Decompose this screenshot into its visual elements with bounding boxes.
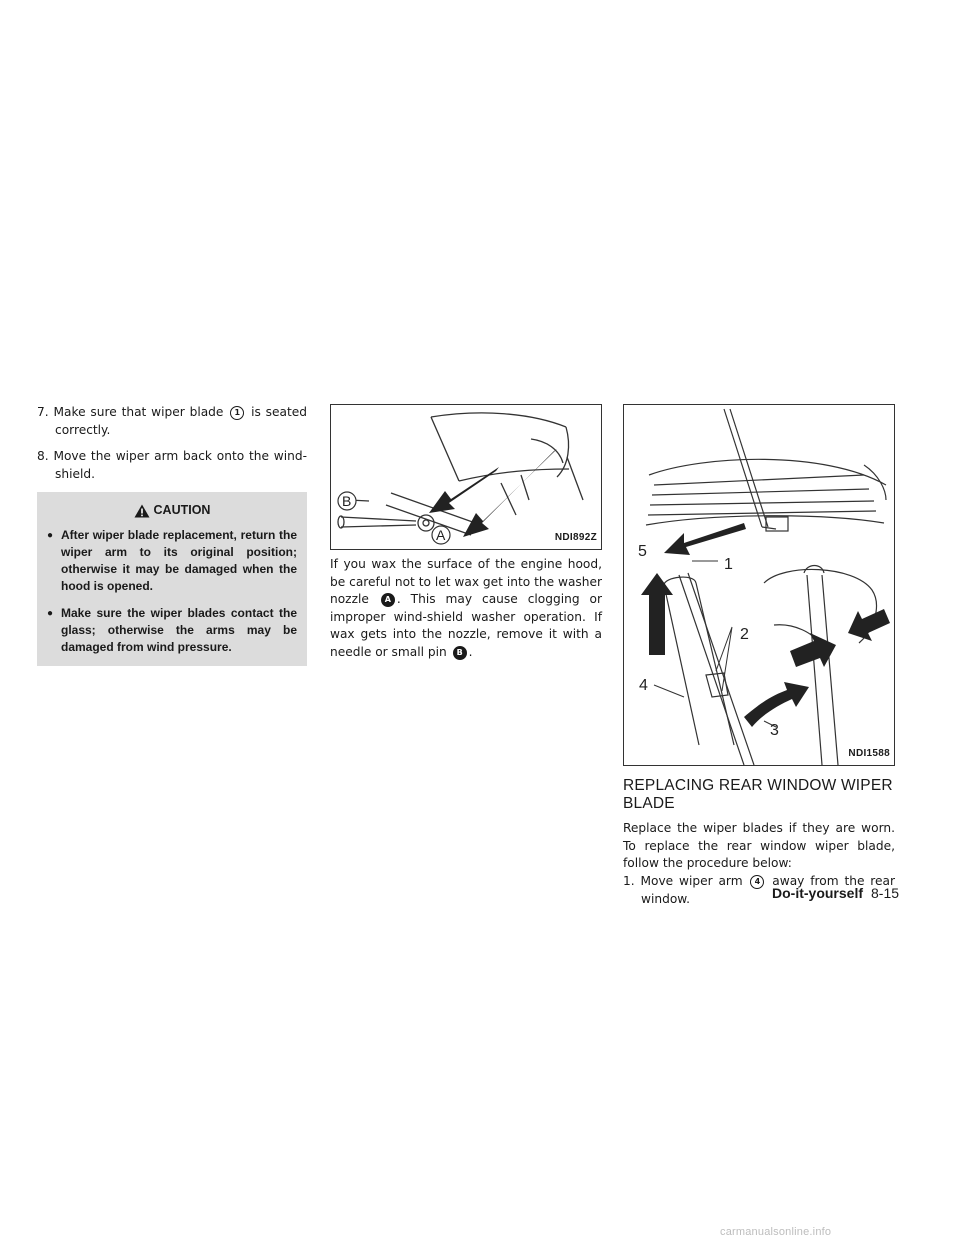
ref-marker-4: 4	[750, 875, 764, 889]
figure-label-1: 1	[724, 556, 733, 573]
caution-header	[47, 502, 297, 519]
washer-nozzle-illustration	[331, 405, 603, 549]
intro-paragraph: Replace the wiper blades if they are worn. To replace the rear window wiper blade, follow the procedure below:	[623, 821, 895, 871]
page-number: 8-15	[871, 885, 900, 901]
ref-marker-a: A	[381, 593, 395, 607]
left-column	[37, 404, 307, 666]
figure-label-2: 2	[740, 626, 749, 643]
figure-label-5: 5	[638, 543, 647, 560]
figure-label-4: 4	[639, 677, 648, 694]
figure-label-b: B	[342, 493, 352, 509]
wax-paragraph: If you wax the surface of the engine hood, be careful not to let wax get into the washer nozzle A . This may cause clogging or improper wind-shield washer operation. If wax gets into the nozzle, remove it with a needle or small pin B .	[330, 557, 602, 659]
figure-code: NDI892Z	[554, 532, 597, 544]
step-8: 8. Move the wiper arm back onto the wind-shield.	[37, 449, 307, 481]
right-column	[623, 404, 895, 917]
ref-marker-1: 1	[230, 406, 244, 420]
rear-wiper-figure	[623, 404, 895, 766]
figure-label-3: 3	[770, 722, 779, 739]
caution-bullet: ● Make sure the wiper blades contact the glass; otherwise the arms may be damaged from wind pressure.	[47, 606, 297, 655]
warning-icon	[134, 504, 150, 518]
step-1: 1. Move wiper arm 4 away from the rear window.	[623, 873, 896, 906]
figure-code: NDI1588	[848, 748, 890, 760]
step-7: 7. Make sure that wiper blade 1 is seated correctly.	[37, 405, 308, 437]
ref-marker-b: B	[453, 646, 467, 660]
page-footer	[772, 885, 899, 901]
rear-wiper-illustration	[624, 405, 896, 765]
section-heading: REPLACING REAR WINDOW WIPER BLADE	[623, 777, 893, 812]
figure-label-a: A	[436, 527, 446, 543]
caution-bullet: ● After wiper blade replacement, return the wiper arm to its original position; otherwise it may be damaged when the hood is opened.	[47, 528, 297, 594]
section-name: Do-it-yourself	[772, 885, 863, 901]
caution-box	[37, 492, 307, 666]
middle-column	[330, 404, 602, 662]
caution-title: CAUTION	[153, 503, 211, 518]
washer-nozzle-figure	[330, 404, 602, 550]
watermark: carmanualsonline.info	[720, 1226, 832, 1238]
